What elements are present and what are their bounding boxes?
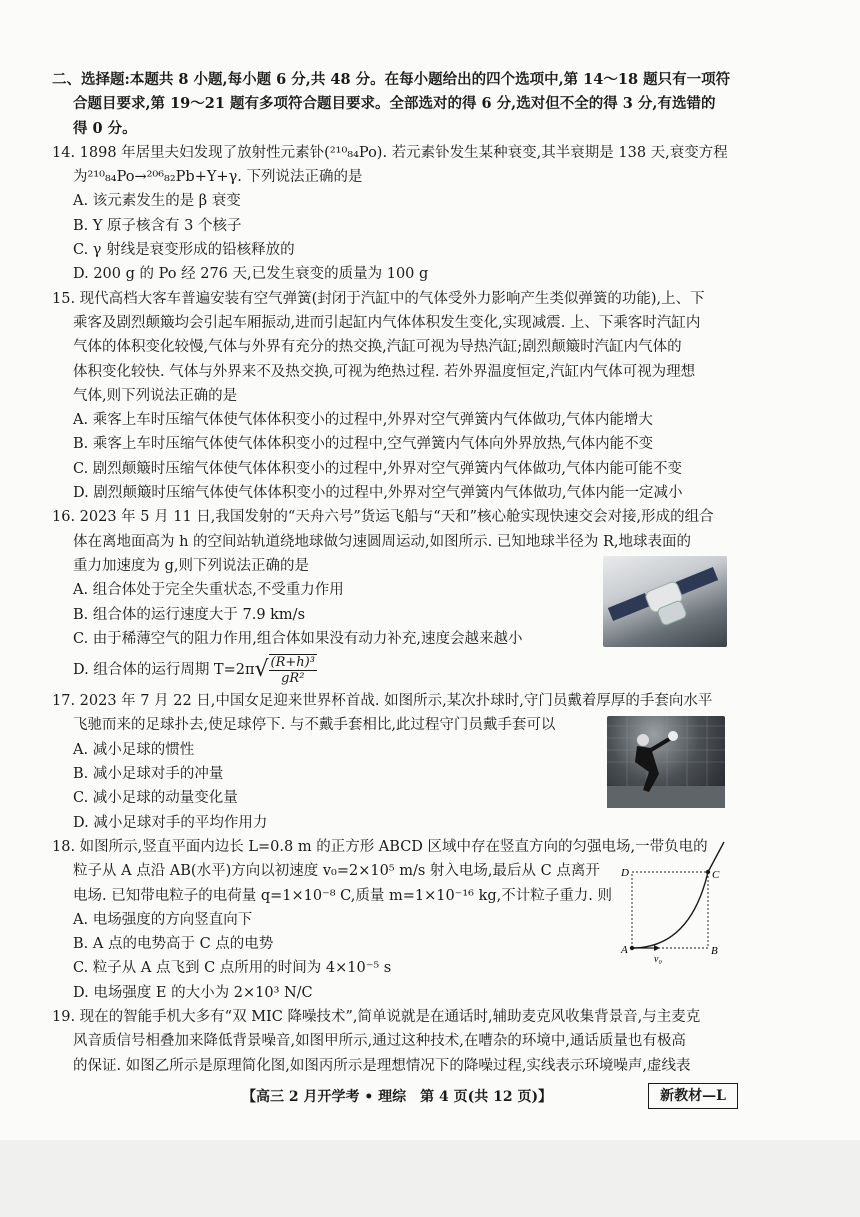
- q19-stem-line3: 的保证. 如图乙所示是原理简化图,如图丙所示是理想情况下的降噪过程,实线表示环境噪声,虚线表: [73, 1057, 691, 1074]
- arrowhead-icon: [654, 945, 660, 951]
- label-a: A: [621, 944, 628, 956]
- label-v0: v₀: [654, 954, 662, 965]
- scan-margin: [0, 1140, 860, 1217]
- q14-stem-line2: 为²¹⁰₈₄Po→²⁰⁶₈₂Pb+Y+γ. 下列说法正确的是: [73, 169, 363, 186]
- q17-option-a: A. 减小足球的惯性: [73, 741, 195, 758]
- q17-option-c: C. 减小足球的动量变化量: [73, 790, 238, 807]
- q16-stem-line3: 重力加速度为 g,则下列说法正确的是: [73, 557, 309, 574]
- point-a-dot: [630, 946, 634, 950]
- q18-option-d: D. 电场强度 E 的大小为 2×10³ N/C: [73, 984, 313, 1001]
- q15-option-b: B. 乘客上车时压缩气体使气体体积变小的过程中,空气弹簧内气体向外界放热,气体内能不变: [73, 436, 654, 453]
- q19-stem-line1: 19. 现在的智能手机大多有“双 MIC 降噪技术”,简单说就是在通话时,辅助麦克风收集背景音,与主麦克: [52, 1008, 701, 1025]
- q16-option-b: B. 组合体的运行速度大于 7.9 km/s: [73, 606, 306, 623]
- q18-stem-line1: 18. 如图所示,竖直平面内边长 L=0.8 m 的正方形 ABCD 区域中存在竖直方向的匀强电场,一带负电的: [52, 838, 708, 855]
- section-header-line2: 合题目要求,第 19～21 题有多项符合题目要求。全部选对的得 6 分,选对但不全的得 3 分,有选错的: [73, 95, 716, 113]
- q17-stem-line2: 飞驰而来的足球扑去,使足球停下. 与不戴手套相比,此过程守门员戴手套可以: [73, 717, 556, 734]
- goalkeeper-icon: [607, 716, 725, 808]
- q15-option-c: C. 剧烈颠簸时压缩气体使气体体积变小的过程中,外界对空气弹簧内气体做功,气体内能可能不变: [73, 460, 683, 477]
- label-d: D: [621, 867, 629, 879]
- goalkeeper-photo: [607, 716, 725, 808]
- sqrt-sign-icon: √: [254, 657, 269, 683]
- label-c: C: [712, 869, 720, 881]
- edition-tag: 新教材—L: [648, 1083, 738, 1109]
- electric-field-square-diagram: [620, 836, 736, 966]
- q18-option-b: B. A 点的电势高于 C 点的电势: [73, 936, 274, 953]
- q14-option-b: B. Y 原子核含有 3 个核子: [73, 217, 242, 234]
- q17-option-b: B. 减小足球对手的冲量: [73, 766, 224, 783]
- q14-option-a: A. 该元素发生的是 β 衰变: [73, 193, 241, 210]
- point-c-dot: [706, 870, 710, 874]
- q17-stem-line1: 17. 2023 年 7 月 22 日,中国女足迎来世界杯首战. 如图所示,某次扑球时,守门员戴着厚厚的手套向水平: [52, 693, 713, 710]
- q16-option-c: C. 由于稀薄空气的阻力作用,组合体如果没有动力补充,速度会越来越小: [73, 630, 523, 647]
- q15-stem-line3: 气体的体积变化较慢,气体与外界有充分的热交换,汽缸可视为导热汽缸;剧烈颠簸时汽缸内气体的: [73, 339, 682, 356]
- fraction-denominator: gR²: [281, 671, 305, 687]
- q16-stem-line2: 体在离地面高为 h 的空间站轨道绕地球做匀速圆周运动,如图所示. 已知地球半径为 R,地球表面的: [73, 533, 692, 550]
- space-station-photo: [603, 556, 727, 647]
- q15-stem-line2: 乘客及剧烈颠簸均会引起车厢振动,进而引起缸内气体体积发生变化,实现减震. 上、下乘客时汽缸内: [73, 314, 701, 331]
- q18-stem-line2: 粒子从 A 点沿 AB(水平)方向以初速度 v₀=2×10⁵ m/s 射入电场,最后从 C 点离开: [73, 863, 600, 880]
- q15-stem-line1: 15. 现代高档大客车普遍安装有空气弹簧(封闭于汽缸中的气体受外力影响产生类似弹簧的功能),上、下: [52, 290, 705, 307]
- q19-stem-line2: 风音质信号相叠加来降低背景噪音,如图甲所示,通过这种技术,在嘈杂的环境中,通话质量也有极高: [73, 1033, 686, 1050]
- q14-stem-line1: 14. 1898 年居里夫妇发现了放射性元素钋(²¹⁰₈₄Po). 若元素钋发生某种衰变,其半衰期是 138 天,衰变方程: [52, 144, 728, 161]
- page-footer: 【高三 2 月开学考 • 理综 第 4 页(共 12 页)】: [242, 1089, 553, 1105]
- section-header-line3: 得 0 分。: [73, 119, 137, 137]
- q15-stem-line4: 体积变化较快. 气体与外界来不及热交换,可视为绝热过程. 若外界温度恒定,汽缸内气体可视为理想: [73, 363, 696, 380]
- q15-stem-line5: 气体,则下列说法正确的是: [73, 387, 238, 404]
- q18-option-a: A. 电场强度的方向竖直向下: [73, 911, 253, 928]
- space-station-icon: [603, 556, 727, 647]
- fraction-numerator: (R+h)³: [270, 655, 315, 671]
- q16-option-a: A. 组合体处于完全失重状态,不受重力作用: [73, 582, 344, 599]
- q16-stem-line1: 16. 2023 年 5 月 11 日,我国发射的“天舟六号”货运飞船与“天和”核心舱实现快速交会对接,形成的组合: [52, 509, 714, 526]
- q16-option-d-prefix: D. 组合体的运行周期 T=2π: [73, 662, 255, 679]
- section-header-line1: 二、选择题:本题共 8 小题,每小题 6 分,共 48 分。在每小题给出的四个选项中,第 14～18 题只有一项符: [52, 71, 731, 88]
- q16-period-fraction: [269, 654, 317, 686]
- q14-option-c: C. γ 射线是衰变形成的铅核释放的: [73, 242, 295, 259]
- q18-stem-line3: 电场. 已知带电粒子的电荷量 q=1×10⁻⁸ C,质量 m=1×10⁻¹⁶ kg,不计粒子重力. 则: [73, 887, 612, 904]
- q15-option-a: A. 乘客上车时压缩气体使气体体积变小的过程中,外界对空气弹簧内气体做功,气体内能增大: [73, 412, 653, 429]
- q16-option-d: [52, 651, 820, 689]
- q17-option-d: D. 减小足球对手的平均作用力: [73, 814, 268, 831]
- q18-option-c: C. 粒子从 A 点飞到 C 点所用的时间为 4×10⁻⁵ s: [73, 960, 392, 977]
- label-b: B: [711, 945, 718, 957]
- q15-option-d: D. 剧烈颠簸时压缩气体使气体体积变小的过程中,外界对空气弹簧内气体做功,气体内能一定减小: [73, 485, 683, 502]
- particle-trajectory: [632, 842, 724, 948]
- q14-option-d: D. 200 g 的 Po 经 276 天,已发生衰变的质量为 100 g: [73, 266, 429, 283]
